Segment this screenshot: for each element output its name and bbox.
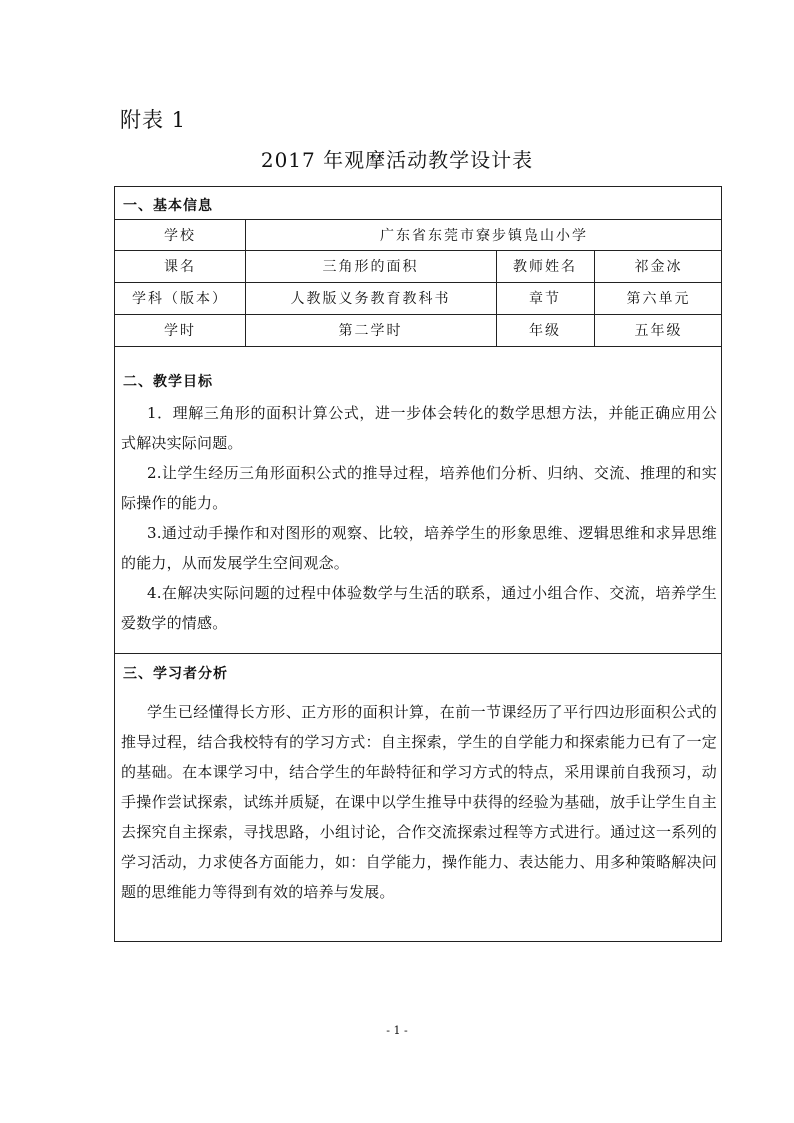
- section-divider: [115, 653, 721, 654]
- goal-item: 1．理解三角形的面积计算公式，进一步体会转化的数学思想方法，并能正确应用公式解决实际问题。: [121, 404, 717, 452]
- grade-label: 年级: [529, 323, 561, 339]
- goal-item: 4.在解决实际问题的过程中体验数学与生活的联系，通过小组合作、交流，培养学生爱数学的情感。: [121, 584, 717, 632]
- period-label: 学时: [164, 323, 196, 339]
- period-value: 第二学时: [338, 323, 403, 339]
- page-title: 2017 年观摩活动教学设计表: [260, 148, 534, 172]
- school-value: 广东省东莞市寮步镇凫山小学: [380, 227, 588, 244]
- section-learner-heading: 三、学习者分析: [123, 666, 228, 682]
- subject-value: 人教版义务教育教科书: [290, 291, 451, 307]
- appendix-label: 附表 1: [120, 108, 187, 132]
- grade-value: 五年级: [634, 323, 683, 339]
- teacher-value: 祁金冰: [634, 259, 683, 275]
- learner-analysis-text: 学生已经懂得长方形、正方形的面积计算，在前一节课经历了平行四边形面积公式的推导过程，结合我校特有的学习方式：自主探索，学生的自学能力和探索能力已有了一定的基础。在本课学习中，结合学生的年龄特征和学习方式的特点，采用课前自我预习，动手操作尝试探索，试练并质疑，在课中以学生推导中获得的经验为基础，放手让学生自主去探究自主探索，寻找思路，小组讨论，合作交流探索过程等方式进行。通过这一系列的学习活动，力求使各方面能力，如：自学能力，操作能力、表达能力、用多种策略解决问题的思维能力等得到有效的培养与发展。: [121, 703, 717, 901]
- goal-item: 2.让学生经历三角形面积公式的推导过程，培养他们分析、归纳、交流、推理的和实际操作的能力。: [121, 464, 717, 512]
- row-divider: [115, 346, 721, 347]
- section-basic-info-heading: 一、基本信息: [123, 198, 213, 214]
- school-label: 学校: [164, 227, 196, 244]
- design-table: [114, 186, 722, 942]
- chapter-value: 第六单元: [626, 291, 691, 307]
- section-goals-heading: 二、教学目标: [123, 374, 213, 390]
- page-number: - 1 -: [386, 1024, 408, 1037]
- goal-item: 3.通过动手操作和对图形的观察、比较，培养学生的形象思维、逻辑思维和求异思维的能力，从而发展学生空间观念。: [121, 524, 717, 572]
- lesson-value: 三角形的面积: [322, 259, 419, 275]
- chapter-label: 章节: [529, 291, 561, 307]
- lesson-label: 课名: [164, 259, 196, 275]
- teacher-label: 教师姓名: [513, 259, 577, 275]
- subject-label: 学科（版本）: [132, 291, 228, 307]
